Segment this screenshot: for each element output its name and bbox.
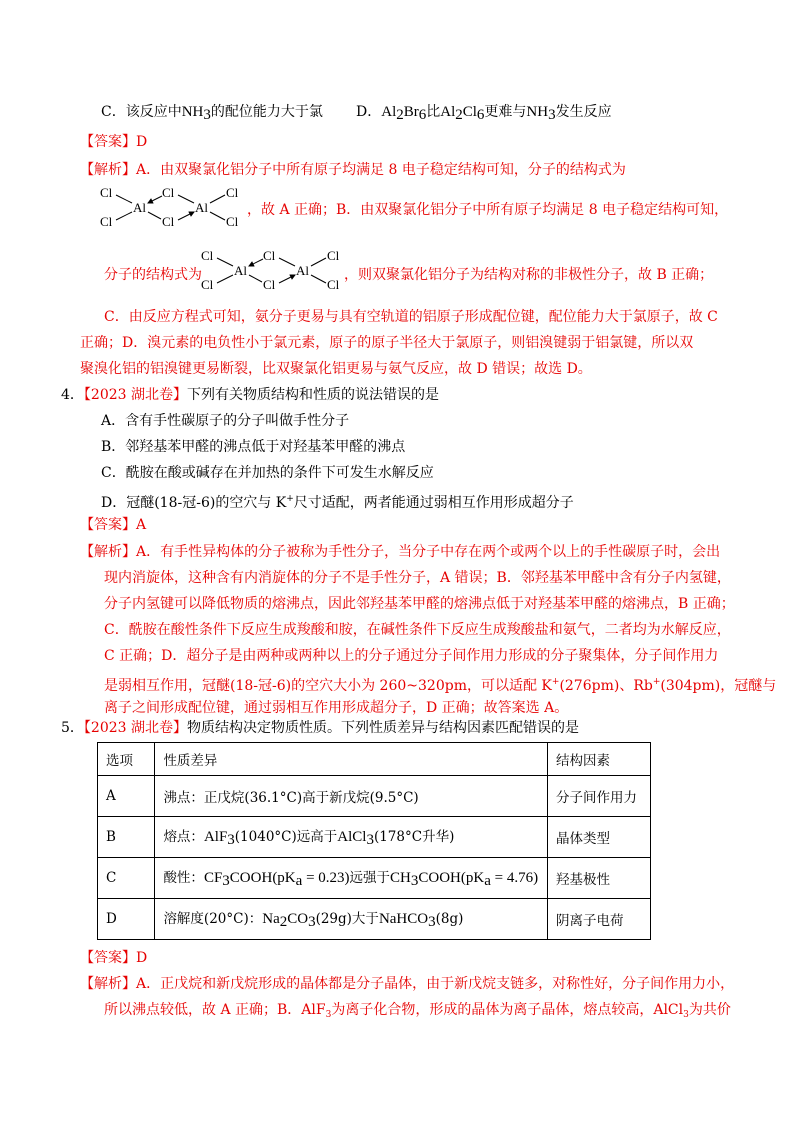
subscript: 3 <box>366 832 374 848</box>
analysis-text: C．由反应方程式可知，氨分子更易与具有空轨道的铝原子形成配位键，配位能力大于氯原子，故 C <box>104 309 718 325</box>
answer-label: 【答案】 <box>80 134 136 150</box>
question-source: 【2023 湖北卷】 <box>83 387 188 403</box>
q3-option-d-text-2: 更难与 <box>484 104 527 120</box>
answer-value: A <box>136 517 147 533</box>
formula-cf3cooh: CF <box>203 870 223 886</box>
subscript: 3 <box>548 107 556 123</box>
formula-br: Br <box>403 104 419 120</box>
superscript: + <box>551 677 560 687</box>
table-cell-option: A <box>98 776 155 817</box>
subscript: 2 <box>279 914 288 930</box>
cell-text-2: 远强于 <box>349 870 391 886</box>
option-text: B．邻羟基苯甲醛的沸点低于对羟基苯甲醛的沸点 <box>101 439 406 455</box>
q3-option-d-text-3: 发生反应 <box>555 104 612 120</box>
table-header-cell: 结构因素 <box>548 743 651 776</box>
table-header-cell: 选项 <box>98 743 155 776</box>
table-cell-factor: 阴离子电荷 <box>548 899 651 940</box>
answer-value: D <box>136 134 148 150</box>
cell-text: 酸性： <box>163 870 204 886</box>
analysis-text: 分子的结构式为 <box>104 267 202 283</box>
q4-analysis-line-2 <box>104 568 731 588</box>
question-number: 5． <box>61 720 84 736</box>
formula-na2co3: Na <box>262 911 280 927</box>
formula-cooh: COOH <box>418 870 461 886</box>
al2cl6-structure-2 <box>199 246 345 298</box>
table-cell-diff: 沸点：正戊烷(36.1°C)高于新戊烷(9.5°C) <box>155 776 548 817</box>
superscript: + <box>286 494 294 504</box>
table-cell-factor: 羟基极性 <box>548 858 651 899</box>
q4-analysis-line-4 <box>104 620 731 640</box>
analysis-text-2: (276pm)、Rb <box>559 678 653 694</box>
analysis-text: ，则双聚氯化铝分子为结构对称的非极性分子，故 B 正确； <box>344 267 714 283</box>
q4-stem <box>61 385 439 405</box>
analysis-label: 【解析】 <box>80 976 136 992</box>
analysis-label: 【解析】 <box>80 544 136 560</box>
al-atom: Al <box>133 200 146 215</box>
pka-text: (pK <box>460 870 485 886</box>
analysis-text: 现内消旋体，这种含有内消旋体的分子不是手性分子，A 错误；B．邻羟基苯甲醛中含有分子内氢键， <box>104 570 731 586</box>
formula-cl: Cl <box>462 104 477 120</box>
q4-analysis-line-5 <box>104 646 718 666</box>
analysis-text: 聚溴化铝的铝溴键更易断裂，比双聚氯化铝更易与氨气反应，故 D 错误；故选 D。 <box>80 361 592 377</box>
cl-atom: Cl <box>263 277 276 292</box>
formula-nh3: NH <box>526 104 549 120</box>
analysis-text: C．酰胺在酸性条件下反应生成羧酸和胺，在碱性条件下反应生成羧酸盐和氨气，二者均为水解反应， <box>104 622 731 638</box>
table-row <box>98 899 651 940</box>
formula-alcl3: AlCl <box>337 829 367 845</box>
table-row <box>98 817 651 858</box>
analysis-text-2: 为离子化合物，形成的晶体为离子晶体，熔点较高，AlCl <box>331 1002 684 1018</box>
analysis-label: 【解析】 <box>80 162 136 178</box>
table-cell-option: D <box>98 899 155 940</box>
formula-ch3cooh: CH <box>390 870 411 886</box>
al2cl6-structure-1 <box>98 183 244 235</box>
subscript: 3 <box>227 832 235 848</box>
q3-analysis-line-3-post <box>344 265 713 285</box>
cell-text-3: (8g) <box>435 911 464 927</box>
q3-analysis-line-4 <box>104 307 718 327</box>
cl-atom: Cl <box>263 248 276 263</box>
subscript: 3 <box>222 873 230 889</box>
analysis-text: 是弱相互作用，冠醚(18-冠-6)的空穴大小为 260~320pm，可以适配 K <box>104 678 552 694</box>
q4-analysis-line-6 <box>104 672 776 696</box>
option-text: D．冠醚(18-冠-6)的空穴与 K <box>101 495 287 511</box>
answer-value: D <box>136 950 148 966</box>
q3-analysis-line-1 <box>80 160 626 180</box>
cell-text-2: (1040°C)远高于 <box>234 829 338 845</box>
cl-atom: Cl <box>100 185 113 200</box>
q5-answer <box>80 948 147 968</box>
formula-nahco3: NaHCO <box>378 911 429 927</box>
table-row <box>98 776 651 817</box>
property-table <box>97 742 651 940</box>
analysis-text-3: 为共价 <box>688 1002 731 1018</box>
q4-option-a <box>101 411 349 431</box>
subscript: 3 <box>203 107 211 123</box>
table-cell-factor: 分子间作用力 <box>548 776 651 817</box>
cl-atom: Cl <box>162 214 175 229</box>
question-stem: 物质结构决定物质性质。下列性质差异与结构因素匹配错误的是 <box>187 720 580 736</box>
subscript: 2 <box>455 107 463 123</box>
analysis-text: 离子之间形成配位键，通过弱相互作用形成超分子，D 正确；故答案选 A。 <box>104 700 569 716</box>
al-atom: Al <box>195 200 208 215</box>
q3-option-c-text: C．该反应中 <box>101 104 182 120</box>
cl-atom: Cl <box>327 248 340 263</box>
q3-option-d-label: D． <box>356 104 382 120</box>
pka-value: = 0.23) <box>302 870 350 886</box>
question-number: 4． <box>61 387 84 403</box>
q3-analysis-line-6 <box>80 359 592 379</box>
analysis-text: A．有手性异构体的分子被称为手性分子，当分子中存在两个或两个以上的手性碳原子时，会出 <box>136 544 721 560</box>
q5-analysis-line-2 <box>104 1000 731 1025</box>
pka-text: (pK <box>272 870 296 886</box>
q3-option-d-text: 比 <box>426 104 441 120</box>
superscript: + <box>652 677 661 687</box>
cell-text: 熔点： <box>163 829 204 845</box>
q4-option-c <box>101 463 434 483</box>
analysis-text: A．由双聚氯化铝分子中所有原子均满足 8 电子稳定结构可知，分子的结构式为 <box>136 162 626 178</box>
al-atom: Al <box>234 263 247 278</box>
analysis-text: 正确；D．溴元素的电负性小于氯元素，原子的原子半径大于氯原子，则铝溴键弱于铝氯键，所以双 <box>80 335 694 351</box>
formula-co3: CO <box>287 911 309 927</box>
subscript: 3 <box>410 873 419 889</box>
analysis-text: C 正确；D．超分子是由两种或两种以上的分子通过分子间作用力形成的分子聚集体，分子间作用力 <box>104 648 719 664</box>
q5-stem <box>61 718 579 738</box>
table-row <box>98 858 651 899</box>
q4-option-d <box>101 489 574 513</box>
al-atom: Al <box>296 263 309 278</box>
analysis-text: 所以沸点较低，故 A 正确；B．AlF <box>104 1002 326 1018</box>
cl-atom: Cl <box>201 277 214 292</box>
q3-analysis-line-3-pre <box>104 265 202 285</box>
answer-label: 【答案】 <box>80 517 136 533</box>
q3-option-d <box>356 102 612 125</box>
q3-analysis-line-5 <box>80 333 693 353</box>
q3-answer <box>80 132 147 152</box>
analysis-text: A．正戊烷和新戊烷形成的晶体都是分子晶体，由于新戊烷支链多，对称性好，分子间作用力小， <box>136 976 735 992</box>
question-source: 【2023 湖北卷】 <box>83 720 188 736</box>
subscript: 6 <box>418 107 427 123</box>
analysis-text: 分子内氢键可以降低物质的熔沸点，因此邻羟基苯甲醛的熔沸点低于对羟基苯甲醛的熔沸点，B 正确； <box>104 596 735 612</box>
q3-option-c <box>101 102 323 125</box>
option-text: C．酰胺在酸或碱存在并加热的条件下可发生水解反应 <box>101 465 434 481</box>
table-cell-option: C <box>98 858 155 899</box>
subscript: 3 <box>325 1010 332 1020</box>
formula-cooh: COOH <box>229 870 273 886</box>
cl-atom: Cl <box>201 248 214 263</box>
formula-al: Al <box>381 104 397 120</box>
subscript: 3 <box>428 914 436 930</box>
q3-analysis-line-2 <box>247 200 728 220</box>
cell-text-3: (178°C升华) <box>373 829 455 845</box>
formula-al: Al <box>440 104 456 120</box>
cl-atom: Cl <box>226 214 239 229</box>
q4-analysis-line-7 <box>104 698 568 718</box>
subscript: a <box>484 873 491 889</box>
analysis-text: ，故 A 正确；B．由双聚氯化铝分子中所有原子均满足 8 电子稳定结构可知， <box>247 202 729 218</box>
analysis-text-3: (304pm)，冠醚与 <box>660 678 777 694</box>
option-text-2: 尺寸适配，两者能通过弱相互作用形成超分子 <box>293 495 574 511</box>
q3-option-c-text-2: 的配位能力大于氯 <box>210 104 323 120</box>
subscript: 3 <box>683 1010 689 1020</box>
q4-analysis-line-3 <box>104 594 735 614</box>
subscript: 6 <box>476 107 485 123</box>
subscript: 2 <box>396 107 404 123</box>
question-stem: 下列有关物质结构和性质的说法错误的是 <box>187 387 440 403</box>
cell-text-2: (29g)大于 <box>315 911 379 927</box>
cl-atom: Cl <box>162 185 175 200</box>
subscript: 3 <box>308 914 316 930</box>
cl-atom: Cl <box>226 185 239 200</box>
table-header-cell: 性质差异 <box>155 743 548 776</box>
pka-value: = 4.76) <box>490 870 539 886</box>
q4-answer <box>80 515 146 535</box>
table-cell-diff <box>155 817 548 858</box>
formula-alf3: AlF <box>203 829 228 845</box>
cl-atom: Cl <box>100 214 113 229</box>
subscript: a <box>295 873 303 889</box>
cl-atom: Cl <box>327 277 340 292</box>
table-header-row <box>98 743 651 776</box>
q4-analysis-line-1 <box>80 542 720 562</box>
answer-label: 【答案】 <box>80 950 136 966</box>
formula-nh3: NH <box>181 104 204 120</box>
table-cell-factor: 晶体类型 <box>548 817 651 858</box>
q4-option-b <box>101 437 405 457</box>
table-cell-diff <box>155 858 548 899</box>
q5-analysis-line-1 <box>80 974 734 994</box>
table-cell-diff <box>155 899 548 940</box>
option-text: A．含有手性碳原子的分子叫做手性分子 <box>101 413 350 429</box>
table-cell-option: B <box>98 817 155 858</box>
cell-text: 溶解度(20°C)： <box>163 911 263 927</box>
